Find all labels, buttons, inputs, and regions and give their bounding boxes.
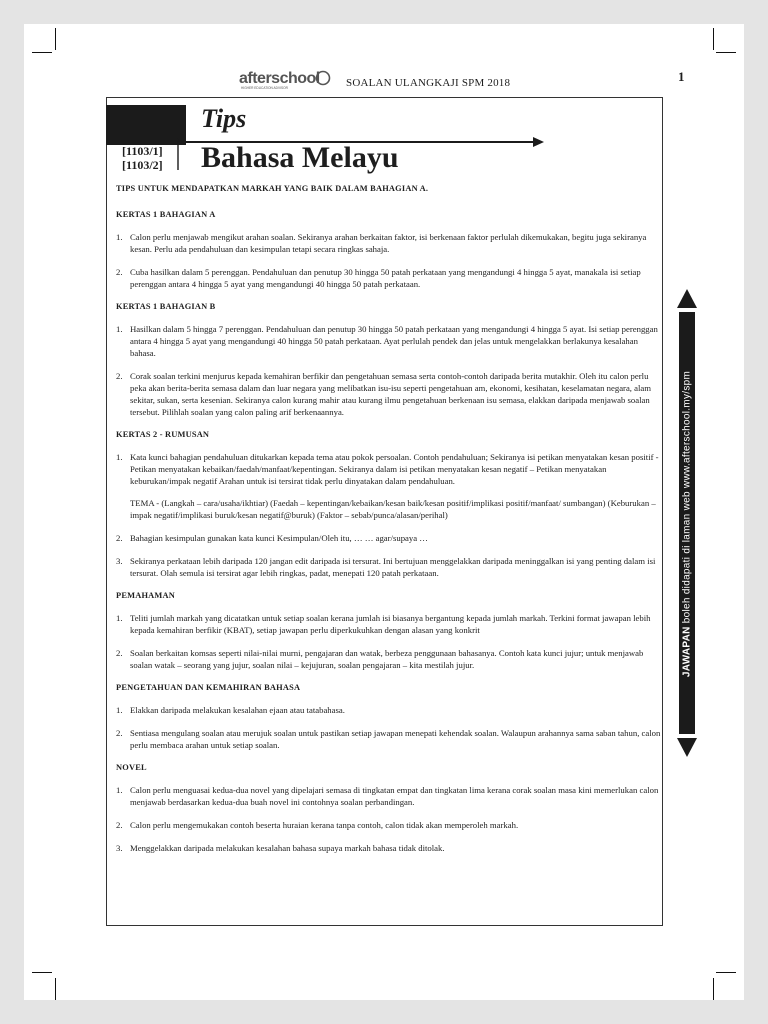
item-text: Corak soalan terkini menjurus kepada kemahiran berfikir dan pengetahuan semasa serta contoh-contoh daripada berita mutakhir. Oleh itu calon perlu peka akan berita-berita semasa dalam dan luar negara yang melibatkan isu-isu seperti pengetahuan am, ekonomi, kesihatan, keselamatan negara, alam sekitar, sukan, serta kesenian. Sekiranya calon kurang mahir atau kurang ilmu pengetahuan berkenaan isu semasa, elakkan daripada menjawab soalan tersebut. Pilihlah soalan yang calon paling arif berkenaannya.	[130, 371, 652, 417]
paper-codes: [1103/1] [1103/2]	[122, 144, 163, 172]
list-item	[116, 532, 661, 544]
section-kertas2-rumusan	[116, 429, 661, 579]
list-item	[116, 612, 661, 636]
list-item	[116, 647, 661, 671]
item-number: 2.	[116, 371, 123, 381]
crop-mark	[713, 978, 714, 1000]
list-item	[116, 231, 661, 255]
logo-subtitle: HIGHER EDUCATION ADVISOR	[241, 86, 288, 90]
item-text: Calon perlu mengemukakan contoh beserta huraian kerana tanpa contoh, calon tidak akan memperoleh markah.	[130, 820, 519, 830]
section-kertas1-b	[116, 301, 661, 418]
section-heading: PEMAHAMAN	[116, 591, 176, 600]
jawapan-sidebar	[676, 288, 698, 758]
title-tab-block	[106, 105, 186, 145]
code-1103-2: 1103/2	[126, 158, 159, 172]
list-item	[116, 727, 661, 751]
item-text: Hasilkan dalam 5 hingga 7 perenggan. Pendahuluan dan penutup 30 hingga 50 patah perkataan yang mengandungi 4 hingga 5 ayat. Isi setiap perenggan antara 4 hingga 5 ayat yang mengandungi 40 hingga 50 patah perkataan. Ayat perlulah pendek dan jelas untuk mengelakkan berlakunya kesalahan bahasa.	[130, 324, 658, 358]
list-item	[116, 819, 661, 831]
subject-title: Bahasa Melayu	[201, 141, 399, 174]
item-text: Cuba hasilkan dalam 5 perenggan. Pendahuluan dan penutup 30 hingga 50 patah perkataan yang mengandungi 4 hingga 5 ayat, manakala isi setiap perenggan antara 4 hingga 5 ayat yang mengandungi 40 hingga 50 patah perkataan.	[130, 267, 641, 289]
arrow-down-icon	[676, 736, 698, 758]
item-text: Bahagian kesimpulan gunakan kata kunci Kesimpulan/Oleh itu, … … agar/supaya …	[130, 533, 428, 543]
item-number: 1.	[116, 324, 123, 334]
section-pengetahuan-bahasa	[116, 682, 661, 751]
item-number: 1.	[116, 452, 123, 462]
item-number: 1.	[116, 785, 123, 795]
tema-text: TEMA - (Langkah – cara/usaha/ikhtiar) (Faedah – kepentingan/kebaikan/kesan baik/kesan positif/implikasi positif/manfaat/ sumbangan) (Keburukan – impak negatif/implikasi buruk/kesan negatif@buruk) (Faktor – sebab/punca/alasan/perihal)	[130, 498, 656, 520]
arrow-up-icon	[676, 288, 698, 310]
item-text: Teliti jumlah markah yang dicatatkan untuk setiap soalan kerana jumlah isi biasanya bergantung kepada jumlah markah. Terkini format jawapan lebih kepada kemahiran berfikir (KBAT), setiap jawapan perlu diperkukuhkan dengan alasan yang konkrit	[130, 613, 651, 635]
crop-mark	[55, 28, 56, 50]
afterschool-logo	[239, 68, 335, 90]
list-item	[116, 555, 661, 579]
section-heading: KERTAS 1 BAHAGIAN B	[116, 302, 216, 311]
section-kertas1-a	[116, 209, 661, 290]
crop-mark	[716, 972, 736, 973]
item-number: 1.	[116, 232, 123, 242]
item-text: Calon perlu menguasai kedua-dua novel yang dipelajari semasa di tingkatan empat dan tingkatan lima kerana corak soalan masa kini memerlukan calon menjawab berdasarkan kedua-dua buah novel ini contohnya soalan perbandingan.	[130, 785, 659, 807]
list-item	[116, 323, 661, 359]
list-item	[116, 451, 661, 521]
section-heading: KERTAS 2 - RUMUSAN	[116, 430, 210, 439]
item-text: Calon perlu menjawab mengikut arahan soalan. Sekiranya arahan berkaitan faktor, isi berkenaan faktor perlulah dikemukakan, begitu juga sekiranya kesan. Perlu ada pendahuluan dan kesimpulan tetapi secara ringkas sahaja.	[130, 232, 647, 254]
list-item	[116, 842, 661, 854]
page-number: 1	[678, 69, 685, 84]
item-number: 3.	[116, 556, 123, 566]
bracket-icon	[176, 132, 184, 172]
section-heading: KERTAS 1 BAHAGIAN A	[116, 210, 216, 219]
tips-content	[116, 183, 661, 865]
crop-mark	[713, 28, 714, 50]
header-title: SOALAN ULANGKAJI SPM 2018	[346, 77, 511, 89]
item-text: Soalan berkaitan komsas seperti nilai-nilai murni, pengajaran dan watak, berbeza penggunaan bahasanya. Contoh kata kunci jujur; untuk menjawab soalan watak – seorang yang jujur, soalan nilai – kejujuran, soalan pengajaran – kita mestilah jujur.	[130, 648, 644, 670]
list-item	[116, 784, 661, 808]
list-item	[116, 266, 661, 290]
crop-mark	[32, 972, 52, 973]
item-text: Elakkan daripada melakukan kesalahan ejaan atau tatabahasa.	[130, 705, 345, 715]
item-number: 1.	[116, 705, 123, 715]
logo-text: afterschool	[239, 70, 320, 87]
code-1103-1: 1103/1	[126, 144, 159, 158]
section-heading: NOVEL	[116, 763, 147, 772]
crop-mark	[55, 978, 56, 1000]
item-text: Menggelakkan daripada melakukan kesalahan bahasa supaya markah bahasa tidak ditolak.	[130, 843, 445, 853]
item-text: Sekiranya perkataan lebih daripada 120 jangan edit daripada isi tersurat. Ini bertujuan menggelakkan daripada meninggalkan isi yang penting dalam isi tersurat. Olah semula isi tersirat agar lebih ringkas, padat, menepati 120 patah perkataan.	[130, 556, 656, 578]
crop-mark	[716, 52, 736, 53]
item-number: 1.	[116, 613, 123, 623]
section-pemahaman	[116, 590, 661, 671]
item-number: 2.	[116, 533, 123, 543]
item-number: 2.	[116, 820, 123, 830]
sidebar-url-text: boleh didapati di laman web www.afterschool.my/spm	[681, 370, 693, 627]
section-heading: PENGETAHUAN DAN KEMAHIRAN BAHASA	[116, 683, 301, 692]
list-item	[116, 370, 661, 418]
item-number: 2.	[116, 648, 123, 658]
arrow-icon	[533, 136, 545, 148]
intro-heading: TIPS UNTUK MENDAPATKAN MARKAH YANG BAIK DALAM BAHAGIAN A.	[116, 184, 429, 193]
sidebar-text	[682, 371, 693, 677]
crop-mark	[32, 52, 52, 53]
item-text: Kata kunci bahagian pendahuluan ditukarkan kepada tema atau pokok persoalan. Contoh pendahuluan; Sekiranya isi petikan menyatakan kesan positif - Petikan menyatakan kebaikan/faedah/manfaat/kepentingan. Sekiranya dalam isi petikan menyatakan kesan negatif – Petikan menyatakan keburukan/impak negatif Arahan untuk isi tersirat tidak perlu dinyatakan dalam pendahuluan.	[130, 452, 659, 486]
item-number: 2.	[116, 728, 123, 738]
item-text: Sentiasa mengulang soalan atau merujuk soalan untuk pastikan setiap jawapan menepati kehendak soalan. Walaupun arahannya sama saban tahun, calon perlu membaca arahan untuk setiap soalan.	[130, 728, 661, 750]
list-item	[116, 704, 661, 716]
section-novel	[116, 762, 661, 854]
item-number: 3.	[116, 843, 123, 853]
tips-heading: Tips	[201, 104, 247, 133]
sidebar-bold: JAWAPAN	[681, 626, 693, 678]
item-number: 2.	[116, 267, 123, 277]
